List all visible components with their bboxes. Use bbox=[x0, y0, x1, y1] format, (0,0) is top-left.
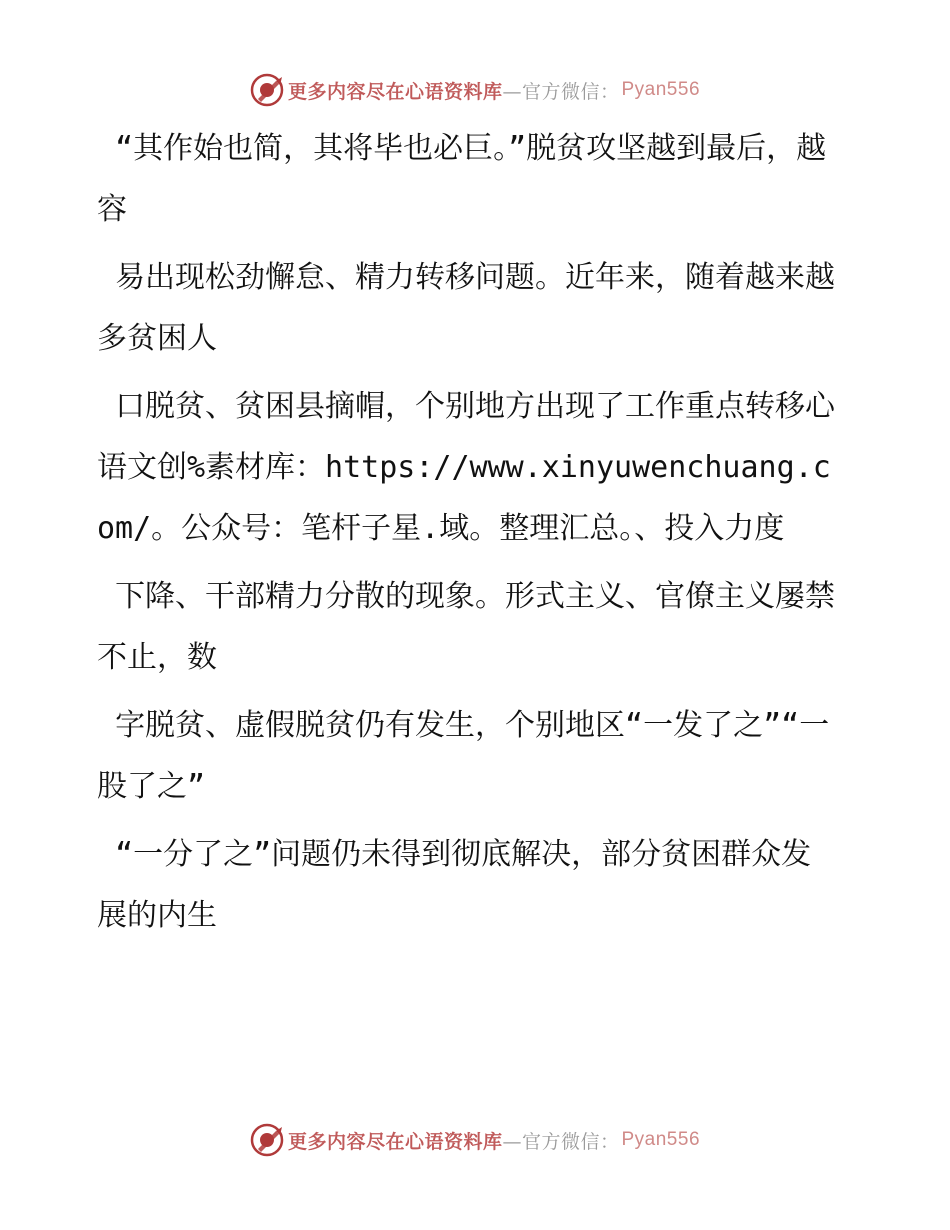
paragraph-2: 易出现松劲懈怠、精力转移问题。近年来，随着越来越多贫困人 bbox=[97, 260, 836, 356]
banner-wechat-id: Pyan556 bbox=[621, 79, 701, 100]
paragraph-6: “一分了之”问题仍未得到彻底解决，部分贫困群众发展的内生 bbox=[97, 837, 812, 933]
banner-official-text: —官方微信： bbox=[502, 1130, 620, 1153]
paragraph-4: 下降、干部精力分散的现象。形式主义、官僚主义屡禁不止，数 bbox=[97, 579, 836, 675]
paragraph-3: 口脱贫、贫困县摘帽，个别地方出现了工作重点转移心语文创%素材库：https://www.xinyuwenchuang.com/。公众号：笔杆子星.域。整理汇总。、投入力度 bbox=[97, 389, 836, 546]
banner-official-text: —官方微信： bbox=[502, 80, 620, 103]
banner-brand-text: 更多内容尽在心语资料库 bbox=[287, 1130, 503, 1153]
document-body bbox=[97, 118, 837, 953]
paragraph-1: “其作始也简，其将毕也必巨。”脱贫攻坚越到最后，越容 bbox=[97, 131, 827, 227]
header-banner bbox=[0, 70, 950, 110]
quill-logo-icon bbox=[250, 1123, 284, 1157]
quill-logo-icon bbox=[250, 73, 284, 107]
paragraph-5: 字脱贫、虚假脱贫仍有发生，个别地区“一发了之”“一股了之” bbox=[97, 708, 830, 804]
banner-brand-text: 更多内容尽在心语资料库 bbox=[287, 80, 503, 103]
banner-wechat-id: Pyan556 bbox=[621, 1129, 701, 1150]
footer-banner bbox=[0, 1120, 950, 1160]
